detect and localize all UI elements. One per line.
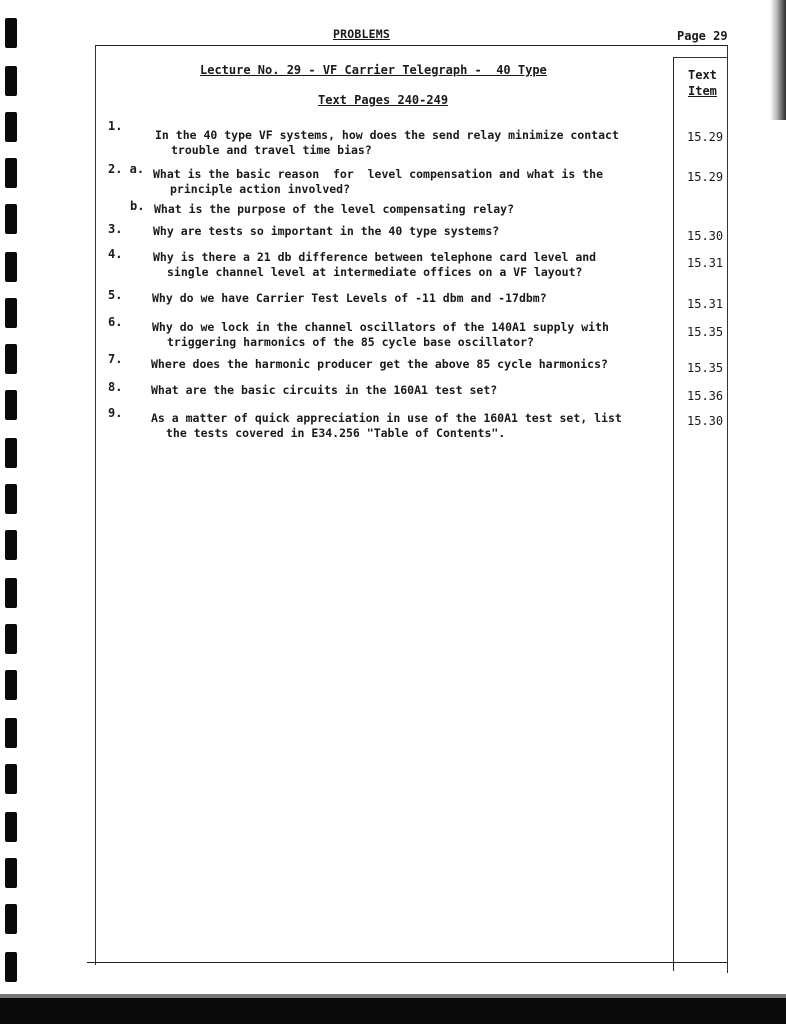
question-line: triggering harmonics of the 85 cycle base oscillator? [167,335,534,349]
question-number: 2. a. [108,162,145,176]
question-line: What is the basic reason for level compensation and what is the [153,167,604,181]
column-header-line1: Text [688,68,717,82]
binding-hole [5,344,17,374]
question-number: 9. [108,406,123,420]
binding-hole [5,624,17,654]
question-number: 8. [108,380,123,394]
scan-bottom-edge [0,998,786,1024]
question-line: the tests covered in E34.256 "Table of Contents". [166,426,506,440]
question-line: In the 40 type VF systems, how does the send relay minimize contact [155,128,619,142]
text-item-ref: 15.29 [687,170,724,184]
binding-hole [5,904,17,934]
frame-bottom-rule [87,962,727,963]
question-number: b. [130,199,145,213]
binding-hole [5,578,17,608]
page-number: Page 29 [677,29,728,43]
question-line: As a matter of quick appreciation in use of the 160A1 test set, list [151,411,622,425]
binding-hole [5,204,17,234]
text-item-ref: 15.35 [687,325,724,339]
binding-hole [5,438,17,468]
question-line: Where does the harmonic producer get the above 85 cycle harmonics? [151,357,608,371]
text-item-ref: 15.30 [687,229,724,243]
binding-hole [5,252,17,282]
page-edge-shadow [770,0,786,120]
question-number: 4. [108,247,123,261]
column-header-line2: Item [688,84,717,98]
binding-hole [5,764,17,794]
binding-hole [5,158,17,188]
binding-hole [5,530,17,560]
text-item-ref: 15.29 [687,130,724,144]
question-number: 6. [108,315,123,329]
question-line: Why do we lock in the channel oscillators of the 140A1 supply with [152,320,609,334]
question-line: What are the basic circuits in the 160A1 test set? [151,383,498,397]
text-item-ref: 15.30 [687,414,724,428]
text-item-ref: 15.31 [687,297,724,311]
text-item-ref: 15.31 [687,256,724,270]
frame-right-rule [727,45,728,973]
binding-hole [5,298,17,328]
binding-hole [5,390,17,420]
binding-hole [5,18,17,48]
question-line: single channel level at intermediate offices on a VF layout? [167,265,583,279]
text-item-column-rule [673,57,674,971]
question-line: Why is there a 21 db difference between telephone card level and [153,250,597,264]
binding-hole [5,66,17,96]
question-line: trouble and travel time bias? [171,143,372,157]
binding-holes [0,0,22,1024]
binding-hole [5,718,17,748]
question-line: What is the purpose of the level compensating relay? [154,202,515,216]
question-line: Why do we have Carrier Test Levels of -11 dbm and -17dbm? [152,291,547,305]
lecture-title: Lecture No. 29 - VF Carrier Telegraph - 40 Type [200,63,547,77]
frame-left-rule [95,45,96,965]
text-item-column-header [688,67,724,99]
question-line: principle action involved? [170,182,351,196]
text-pages: Text Pages 240-249 [318,93,449,107]
page-heading: PROBLEMS [333,27,390,41]
text-item-ref: 15.35 [687,361,724,375]
text-item-column-top-rule [673,57,727,58]
question-number: 5. [108,288,123,302]
question-number: 7. [108,352,123,366]
question-number: 1. [108,119,123,133]
binding-hole [5,858,17,888]
binding-hole [5,484,17,514]
text-item-ref: 15.36 [687,389,724,403]
binding-hole [5,670,17,700]
binding-hole [5,812,17,842]
binding-hole [5,952,17,982]
binding-hole [5,112,17,142]
question-number: 3. [108,222,123,236]
frame-top-rule [95,45,728,46]
question-line: Why are tests so important in the 40 type systems? [153,224,500,238]
